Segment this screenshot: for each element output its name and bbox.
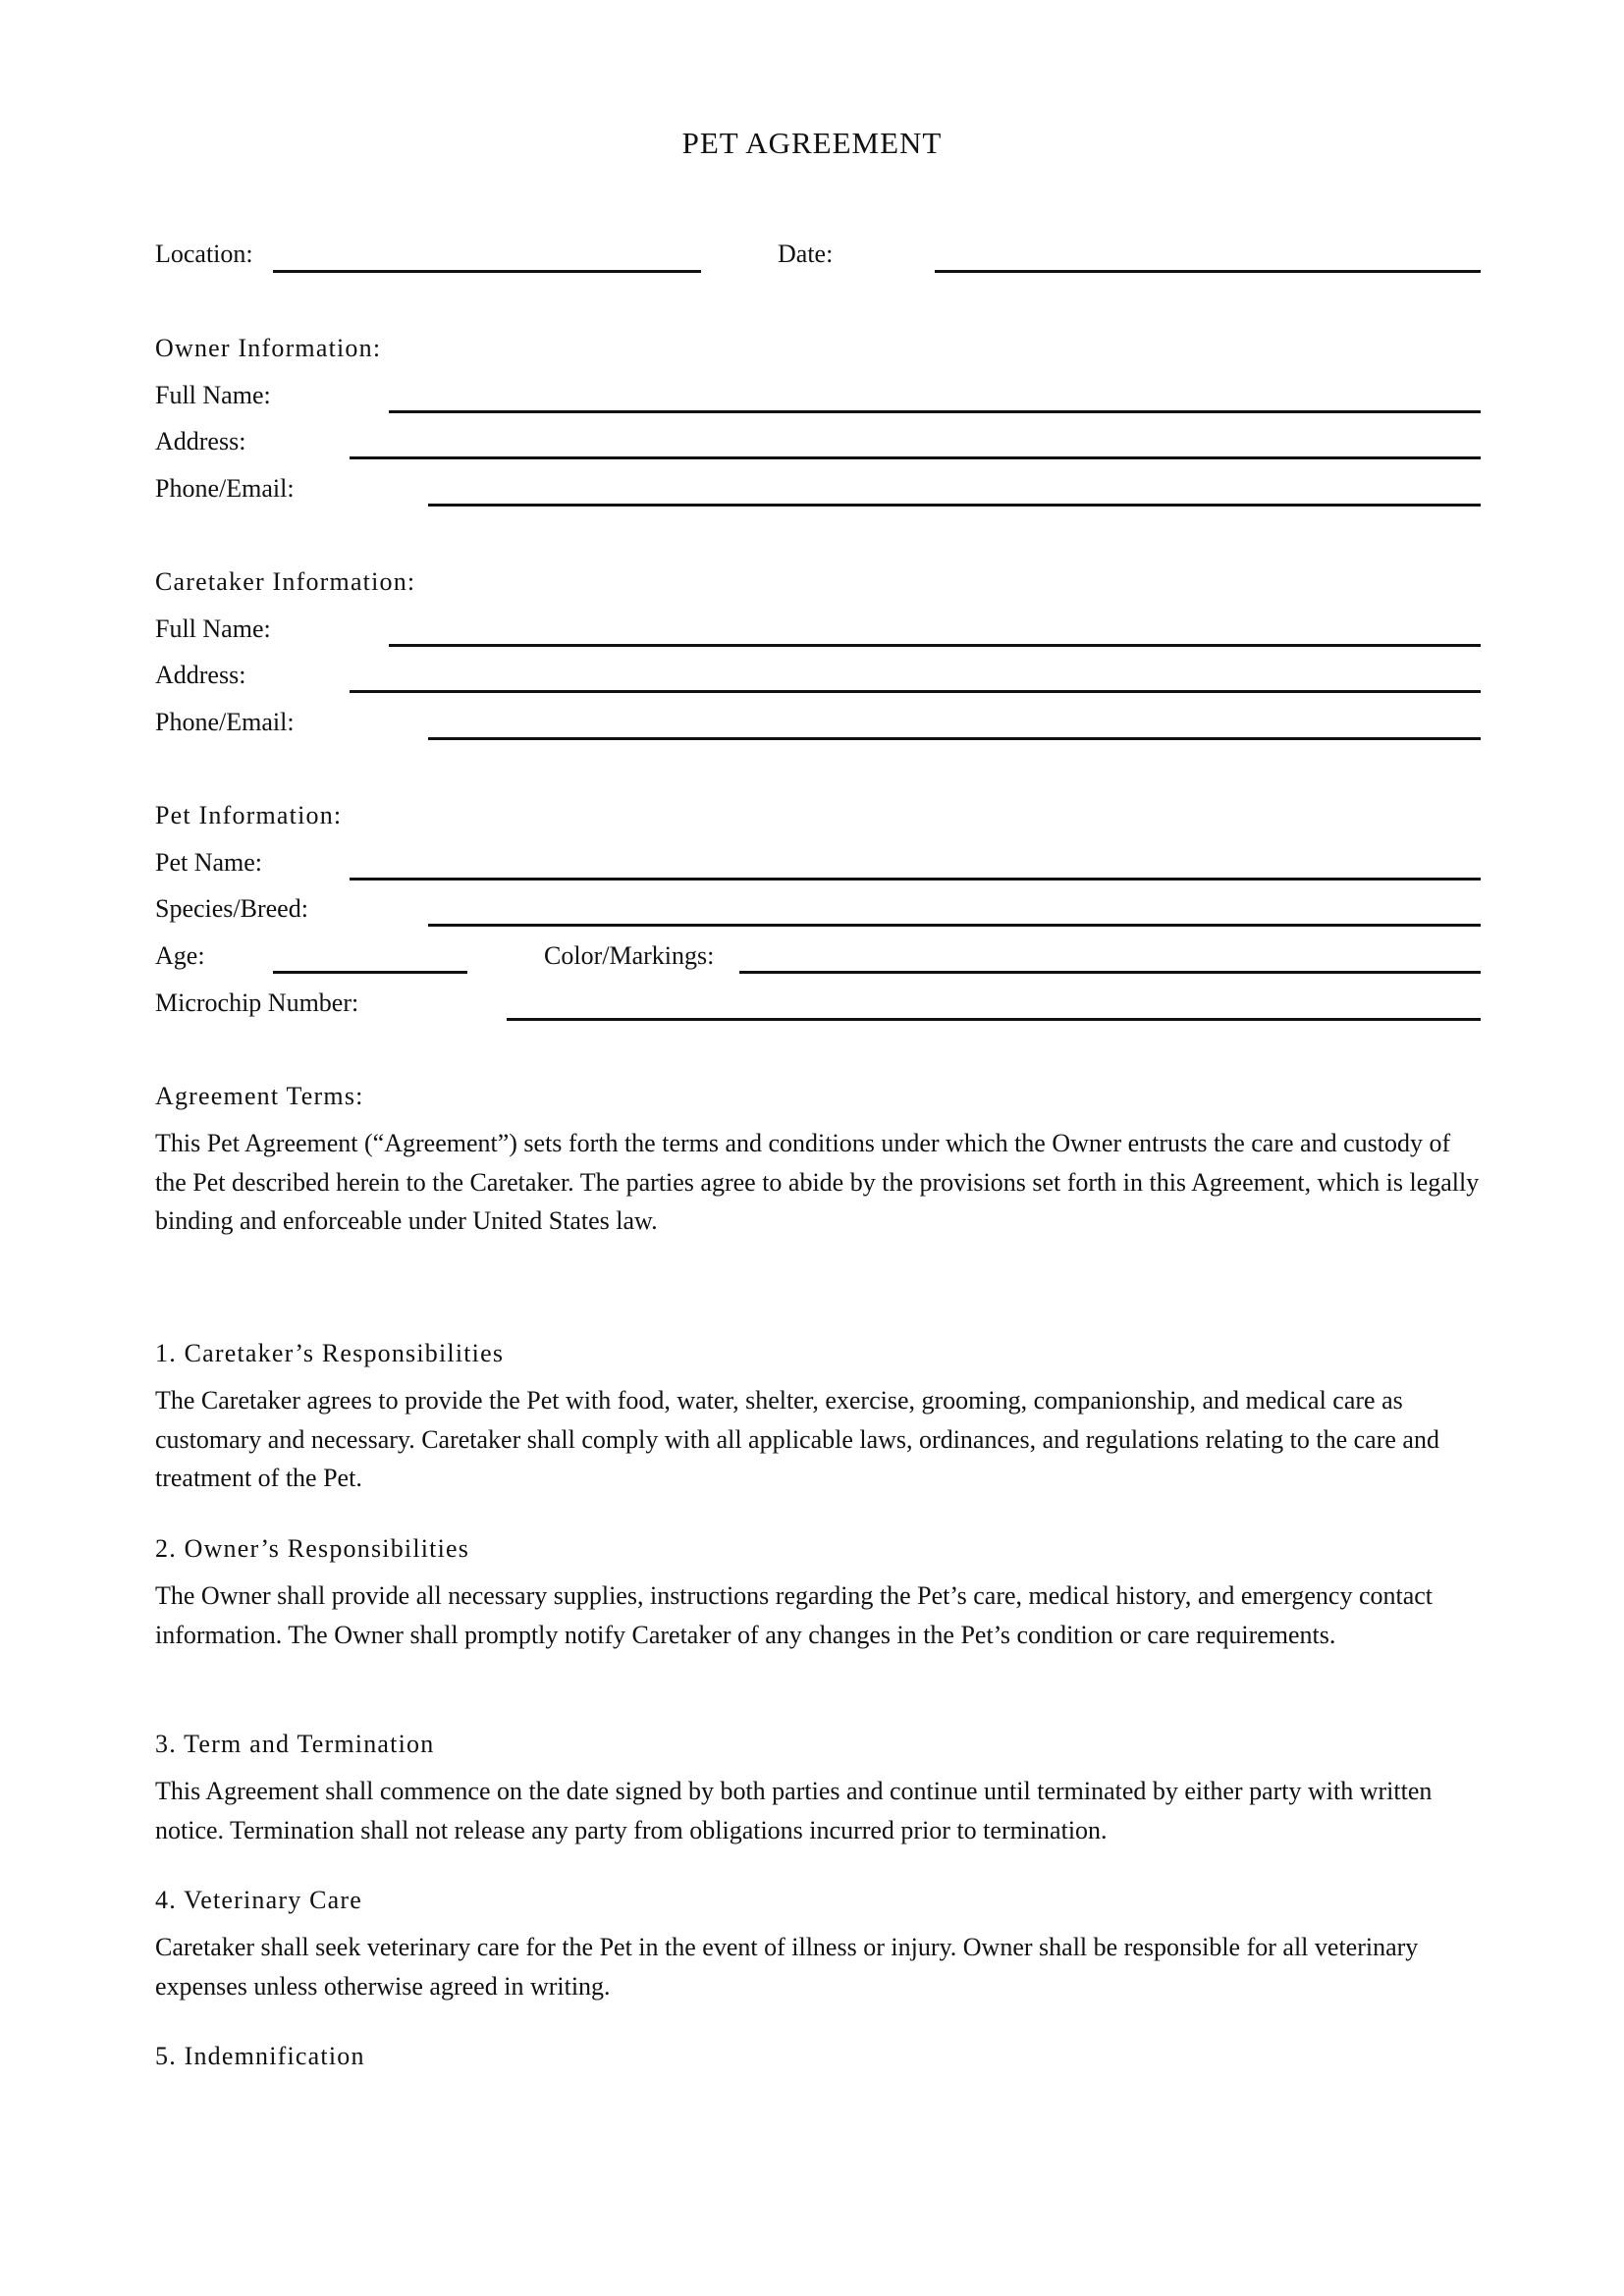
caretaker-phone-email-field[interactable] xyxy=(428,737,1481,740)
owner-phone-email-field[interactable] xyxy=(428,504,1481,507)
microchip-number-field[interactable] xyxy=(507,1018,1481,1021)
owner-phone-email-label: Phone/Email: xyxy=(155,474,295,503)
section-2-heading: 2. Owner’s Responsibilities xyxy=(155,1534,470,1563)
caretaker-phone-email-label: Phone/Email: xyxy=(155,708,295,736)
section-4-heading: 4. Veterinary Care xyxy=(155,1886,362,1914)
caretaker-address-field[interactable] xyxy=(350,690,1481,693)
section-4-body: Caretaker shall seek veterinary care for the Pet in the event of illness or injury. Owner shall be responsible for all veterinary expenses unless otherwise agreed in writing. xyxy=(155,1933,1419,2001)
date-field[interactable] xyxy=(935,270,1481,273)
species-breed-field[interactable] xyxy=(428,924,1481,927)
section-5-heading: 5. Indemnification xyxy=(155,2042,365,2070)
species-breed-label: Species/Breed: xyxy=(155,894,308,923)
caretaker-address-label: Address: xyxy=(155,661,246,689)
location-label: Location: xyxy=(155,240,253,268)
microchip-number-label: Microchip Number: xyxy=(155,988,359,1017)
color-markings-field[interactable] xyxy=(739,971,1481,974)
owner-full-name-label: Full Name: xyxy=(155,381,271,409)
caretaker-info-heading: Caretaker Information: xyxy=(155,567,416,596)
section-3-body: This Agreement shall commence on the date signed by both parties and continue until terminated by either party with written notice. Termination shall not release any party from obligations incurred prior to termination. xyxy=(155,1777,1433,1844)
owner-address-field[interactable] xyxy=(350,456,1481,459)
section-3-heading: 3. Term and Termination xyxy=(155,1730,435,1758)
pet-name-label: Pet Name: xyxy=(155,848,263,877)
caretaker-full-name-field[interactable] xyxy=(389,644,1481,647)
agreement-terms-intro: This Pet Agreement (“Agreement”) sets forth the terms and conditions under which the Owner entrusts the care and custody of the Pet described herein to the Caretaker. The parties agree to abide by the provisions set forth in this Agreement, which is legally binding and enforceable under United States law. xyxy=(155,1129,1480,1235)
document-title: PET AGREEMENT xyxy=(681,126,943,160)
agreement-terms-heading: Agreement Terms: xyxy=(155,1082,364,1110)
section-2-body: The Owner shall provide all necessary supplies, instructions regarding the Pet’s care, medical history, and emergency contact information. The Owner shall promptly notify Caretaker of any changes in the Pet’s condition or care requirements. xyxy=(155,1581,1434,1649)
caretaker-full-name-label: Full Name: xyxy=(155,614,271,643)
date-label: Date: xyxy=(778,240,834,268)
section-1-body: The Caretaker agrees to provide the Pet with food, water, shelter, exercise, grooming, companionship, and medical care as customary and necessary. Caretaker shall comply with all applicable laws, ordinances, and regulations relating to the care and treatment of the Pet. xyxy=(155,1386,1439,1492)
color-markings-label: Color/Markings: xyxy=(544,941,715,970)
section-1-heading: 1. Caretaker’s Responsibilities xyxy=(155,1339,505,1367)
age-label: Age: xyxy=(155,941,205,970)
owner-full-name-field[interactable] xyxy=(389,410,1481,413)
age-field[interactable] xyxy=(273,971,467,974)
pet-name-field[interactable] xyxy=(350,878,1481,881)
owner-address-label: Address: xyxy=(155,427,246,455)
owner-info-heading: Owner Information: xyxy=(155,334,382,362)
location-field[interactable] xyxy=(273,270,701,273)
pet-info-heading: Pet Information: xyxy=(155,801,343,829)
